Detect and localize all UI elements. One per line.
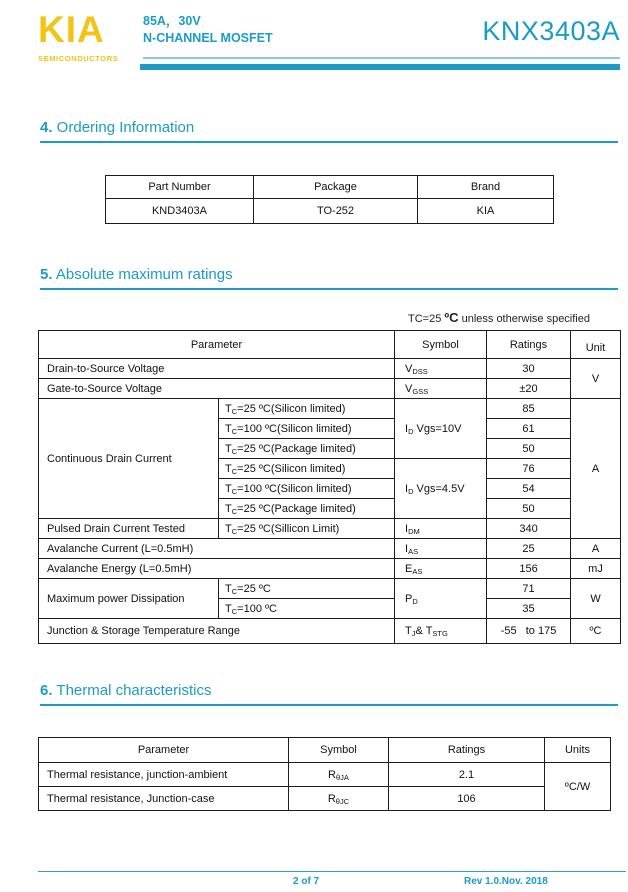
symbol-base: T bbox=[405, 625, 412, 637]
table-row-vgss bbox=[39, 379, 621, 399]
cond-rest: =25 ºC(Silicon limited) bbox=[237, 462, 346, 475]
param-vdss: Drain-to-Source Voltage bbox=[39, 359, 395, 379]
ordering-header-brand: Brand bbox=[418, 176, 554, 199]
cond-sub: C bbox=[231, 526, 238, 536]
device-spec bbox=[143, 13, 273, 47]
test-conditions-note bbox=[408, 310, 590, 325]
ordering-header-row bbox=[106, 176, 554, 199]
device-spec-line1: 85A，30V bbox=[143, 14, 201, 28]
symbol-sub: DM bbox=[408, 526, 420, 536]
rating-idm: 340 bbox=[487, 519, 571, 539]
section-heading-ordering bbox=[40, 119, 618, 143]
cond-rest: =25 ºC(Package limited) bbox=[237, 442, 356, 455]
param-idm: Pulsed Drain Current Tested bbox=[39, 519, 219, 539]
cond-sub: C bbox=[231, 486, 238, 496]
cond-base: T bbox=[225, 522, 232, 535]
unit-watt: W bbox=[571, 579, 621, 619]
thermal-header-symbol: Symbol bbox=[289, 738, 389, 763]
table-row-vdss bbox=[39, 359, 621, 379]
rating-id-6: 50 bbox=[487, 499, 571, 519]
cond-sub: C bbox=[231, 606, 238, 616]
cond-base: T bbox=[225, 422, 232, 435]
symbol-sub: D bbox=[408, 426, 414, 436]
rating-rthjc: 106 bbox=[389, 787, 545, 811]
table-row-idm bbox=[39, 519, 621, 539]
amr-header-symbol: Symbol bbox=[395, 331, 487, 359]
cond-base: T bbox=[225, 602, 232, 615]
ordering-data-row bbox=[106, 199, 554, 224]
table-row-id-1 bbox=[39, 399, 621, 419]
symbol-base: V bbox=[405, 362, 413, 375]
cond-base: T bbox=[225, 482, 232, 495]
cond-sub: C bbox=[231, 426, 238, 436]
symbol-sub2: STG bbox=[432, 629, 448, 638]
thermal-header-units: Units bbox=[545, 738, 611, 763]
param-rthjc: Thermal resistance, Junction-case bbox=[39, 787, 289, 811]
cond-sub: C bbox=[231, 406, 238, 416]
cond-sub: C bbox=[231, 446, 238, 456]
symbol-sub: θJA bbox=[336, 772, 349, 782]
rating-id-5: 54 bbox=[487, 479, 571, 499]
symbol-cond: Vgs=10V bbox=[413, 422, 462, 435]
symbol-sub: AS bbox=[408, 546, 419, 556]
symbol-base: I bbox=[405, 482, 409, 495]
symbol-vgss bbox=[395, 379, 487, 399]
cond-rest: =100 ºC bbox=[237, 602, 277, 615]
footer-page-indicator: 2 of 7 bbox=[293, 876, 320, 887]
table-row-rthja bbox=[39, 763, 611, 787]
condition-id-5 bbox=[219, 479, 395, 499]
symbol-rthja bbox=[289, 763, 389, 787]
rating-tstg: -55 to 175 bbox=[487, 619, 571, 644]
amr-header-ratings: Ratings bbox=[487, 331, 571, 359]
cond-base: T bbox=[225, 462, 232, 475]
unit-ampere-group: A bbox=[571, 399, 621, 539]
unit-tstg: ºC bbox=[571, 619, 621, 644]
cond-base: T bbox=[225, 402, 232, 415]
ordering-package: TO-252 bbox=[254, 199, 418, 224]
cond-rest: =100 ºC(Silicon limited) bbox=[237, 482, 352, 495]
cond-rest: =25 ºC(Sillicon Limit) bbox=[237, 522, 340, 535]
page-part-number: KNX3403A bbox=[482, 16, 620, 46]
condition-id-6 bbox=[219, 499, 395, 519]
symbol-pd bbox=[395, 579, 487, 619]
param-vgss: Gate-to-Source Voltage bbox=[39, 379, 395, 399]
symbol-base: I bbox=[405, 422, 409, 435]
amr-header-unit: Unit bbox=[571, 331, 621, 359]
table-row-rthjc bbox=[39, 787, 611, 811]
condition-pd-1 bbox=[219, 579, 395, 599]
kia-logo-text: KIA bbox=[38, 9, 105, 50]
unit-voltage: V bbox=[571, 359, 621, 399]
section-heading-ratings bbox=[40, 266, 618, 290]
rating-id-1: 85 bbox=[487, 399, 571, 419]
symbol-vdss bbox=[395, 359, 487, 379]
symbol-eas bbox=[395, 559, 487, 579]
param-rthja: Thermal resistance, junction-ambient bbox=[39, 763, 289, 787]
unit-thermal: ºC/W bbox=[545, 763, 611, 811]
header-thin-rule bbox=[143, 57, 620, 59]
symbol-idm bbox=[395, 519, 487, 539]
condition-pd-2 bbox=[219, 599, 395, 619]
cond-base: T bbox=[225, 582, 232, 595]
note-suffix: unless otherwise specified bbox=[458, 313, 590, 325]
symbol-base: I bbox=[405, 542, 409, 555]
symbol-sub: J bbox=[411, 629, 416, 638]
param-tstg: Junction & Storage Temperature Range bbox=[39, 619, 395, 644]
rating-eas: 156 bbox=[487, 559, 571, 579]
symbol-base: I bbox=[405, 522, 409, 535]
section-number: 5. bbox=[40, 266, 53, 283]
condition-id-3 bbox=[219, 439, 395, 459]
footer-revision: Rev 1.0.Nov. 2018 bbox=[464, 876, 548, 887]
symbol-id-vgs10 bbox=[395, 399, 487, 459]
rating-id-4: 76 bbox=[487, 459, 571, 479]
param-continuous-drain-current: Continuous Drain Current bbox=[39, 399, 219, 519]
device-spec-line2: N-CHANNEL MOSFET bbox=[143, 31, 273, 45]
rating-id-3: 50 bbox=[487, 439, 571, 459]
amr-header-row bbox=[39, 331, 621, 359]
symbol-sub: θJC bbox=[335, 796, 350, 806]
symbol-ias bbox=[395, 539, 487, 559]
section-number: 4. bbox=[40, 119, 53, 136]
thermal-header-ratings: Ratings bbox=[389, 738, 545, 763]
symbol-base: P bbox=[405, 592, 413, 605]
condition-id-1 bbox=[219, 399, 395, 419]
section-heading-thermal bbox=[40, 682, 618, 706]
cond-rest: =100 ºC(Silicon limited) bbox=[237, 422, 352, 435]
unit-ias: A bbox=[571, 539, 621, 559]
kia-logo-subtext: SEMICONDUCTORS bbox=[38, 54, 119, 63]
note-prefix: TC=25 bbox=[408, 313, 445, 325]
symbol-id-vgs45 bbox=[395, 459, 487, 519]
section-title: Absolute maximum ratings bbox=[52, 266, 233, 283]
symbol-sub: D bbox=[408, 486, 414, 496]
symbol-base2: & T bbox=[415, 625, 433, 637]
symbol-tstg bbox=[395, 619, 487, 644]
cond-base: T bbox=[225, 442, 232, 455]
section-number: 6. bbox=[40, 682, 53, 699]
rating-vgss: ±20 bbox=[487, 379, 571, 399]
cond-sub: C bbox=[231, 466, 238, 476]
symbol-rthjc bbox=[289, 787, 389, 811]
ordering-header-part: Part Number bbox=[106, 176, 254, 199]
thermal-header-row bbox=[39, 738, 611, 763]
ordering-brand: KIA bbox=[418, 199, 554, 224]
rating-pd-1: 71 bbox=[487, 579, 571, 599]
section-title: Ordering Information bbox=[52, 119, 195, 136]
rating-vdss: 30 bbox=[487, 359, 571, 379]
symbol-base: R bbox=[327, 792, 336, 805]
condition-id-2 bbox=[219, 419, 395, 439]
thermal-header-parameter: Parameter bbox=[39, 738, 289, 763]
section-title: Thermal characteristics bbox=[52, 682, 212, 699]
rating-ias: 25 bbox=[487, 539, 571, 559]
symbol-sub: D bbox=[412, 596, 418, 606]
table-row-tstg bbox=[39, 619, 621, 644]
param-power-dissipation: Maximum power Dissipation bbox=[39, 579, 219, 619]
note-degree: ºC bbox=[444, 310, 459, 325]
symbol-cond: Vgs=4.5V bbox=[413, 482, 465, 495]
table-row-eas bbox=[39, 559, 621, 579]
ordering-header-package: Package bbox=[254, 176, 418, 199]
param-eas: Avalanche Energy (L=0.5mH) bbox=[39, 559, 395, 579]
table-row-ias bbox=[39, 539, 621, 559]
cond-rest: =25 ºC(Package limited) bbox=[237, 502, 356, 515]
footer-rule bbox=[38, 871, 626, 872]
absolute-maximum-ratings-table bbox=[38, 330, 621, 644]
amr-header-parameter: Parameter bbox=[39, 331, 395, 359]
rating-id-2: 61 bbox=[487, 419, 571, 439]
symbol-sub: GSS bbox=[412, 386, 429, 396]
ordering-part-number: KND3403A bbox=[106, 199, 254, 224]
symbol-base: E bbox=[405, 562, 413, 575]
kia-logo bbox=[38, 8, 138, 63]
cond-sub: C bbox=[231, 506, 238, 516]
condition-idm bbox=[219, 519, 395, 539]
symbol-base: R bbox=[328, 768, 336, 781]
table-row-pd-1 bbox=[39, 579, 621, 599]
cond-rest: =25 ºC(Silicon limited) bbox=[237, 402, 346, 415]
param-ias: Avalanche Current (L=0.5mH) bbox=[39, 539, 395, 559]
thermal-characteristics-table bbox=[38, 737, 611, 811]
cond-sub: C bbox=[231, 586, 238, 596]
symbol-sub: AS bbox=[412, 566, 423, 576]
symbol-base: V bbox=[405, 382, 413, 395]
unit-eas: mJ bbox=[571, 559, 621, 579]
header-thick-rule bbox=[140, 64, 620, 70]
symbol-sub: DSS bbox=[412, 366, 428, 376]
rating-rthja: 2.1 bbox=[389, 763, 545, 787]
cond-base: T bbox=[225, 502, 232, 515]
cond-rest: =25 ºC bbox=[237, 582, 271, 595]
condition-id-4 bbox=[219, 459, 395, 479]
ordering-table bbox=[105, 175, 554, 224]
rating-pd-2: 35 bbox=[487, 599, 571, 619]
